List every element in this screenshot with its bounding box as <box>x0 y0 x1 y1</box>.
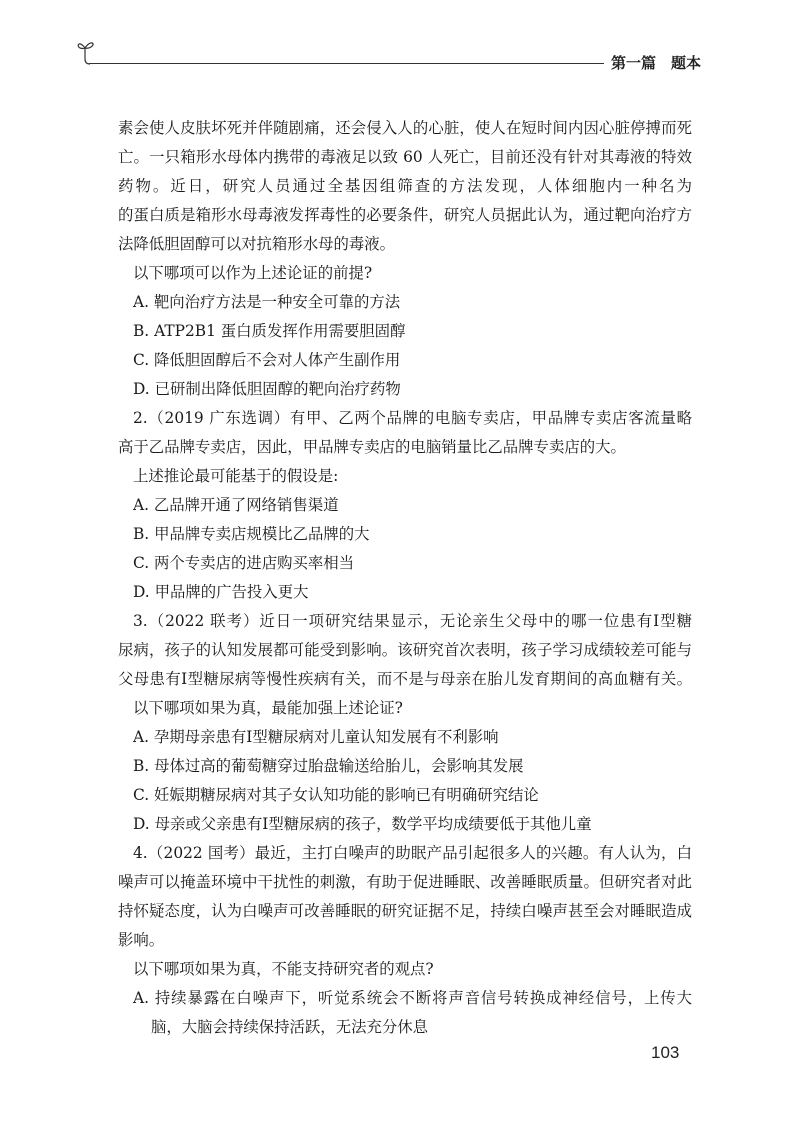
question-prompt: 以下哪项如果为真，最能加强上述论证? <box>133 699 403 717</box>
header-rule <box>89 63 604 64</box>
question-stem: 父母患有Ⅰ型糖尿病等慢性疾病有关，而不是与母亲在胎儿发育期间的高血糖有关。 <box>118 670 692 688</box>
option: C. 两个专卖店的进店购买率相当 <box>133 554 355 572</box>
passage-intro <box>118 114 692 259</box>
question-stem: 尿病，孩子的认知发展都可能受到影响。该研究首次表明，孩子学习成绩较差可能与 <box>118 641 692 659</box>
question-stem: 2.（2019 广东选调）有甲、乙两个品牌的电脑专卖店，甲品牌专卖店客流量略 <box>133 409 692 427</box>
option: A. 孕期母亲患有Ⅰ型糖尿病对儿童认知发展有不利影响 <box>133 728 499 746</box>
question-stem: 高于乙品牌专卖店，因此，甲品牌专卖店的电脑销量比乙品牌专卖店的大。 <box>118 438 626 456</box>
option: B. 母体过高的葡萄糖穿过胎盘输送给胎儿，会影响其发展 <box>133 757 524 775</box>
question-3 <box>118 607 692 839</box>
option: A. 持续暴露在白噪声下，听觉系统会不断将声音信号转换成神经信号，上传大 <box>133 989 692 1007</box>
running-header <box>75 36 702 72</box>
option: B. ATP2B1 蛋白质发挥作用需要胆固醇 <box>133 322 406 340</box>
question-stem: 3.（2022 联考）近日一项研究结果显示，无论亲生父母中的哪一位患有Ⅰ型糖 <box>133 612 692 630</box>
option: D. 已研制出降低胆固醇的靶向治疗药物 <box>133 380 401 398</box>
option: C. 妊娠期糖尿病对其子女认知功能的影响已有明确研究结论 <box>133 786 539 804</box>
option: D. 母亲或父亲患有Ⅰ型糖尿病的孩子，数学平均成绩要低于其他儿童 <box>133 815 592 833</box>
question-4 <box>118 839 692 1042</box>
chapter-title: 第一篇 题本 <box>611 54 702 72</box>
text-line: 素会使人皮肤坏死并伴随剧痛，还会侵入人的心脏，使人在短时间内因心脏停搏而死 <box>118 119 692 137</box>
text-line: 法降低胆固醇可以对抗箱形水母的毒液。 <box>118 235 396 253</box>
option: A. 乙品牌开通了网络销售渠道 <box>133 496 339 514</box>
text-line: 药物。近日，研究人员通过全基因组筛查的方法发现，人体细胞内一种名为 <box>118 177 692 195</box>
question-prompt: 以下哪项如果为真，不能支持研究者的观点? <box>133 960 434 978</box>
question-2 <box>118 404 692 607</box>
option: C. 降低胆固醇后不会对人体产生副作用 <box>133 351 401 369</box>
text-line: 亡。一只箱形水母体内携带的毒液足以致 60 人死亡，目前还没有针对其毒液的特效 <box>118 148 692 166</box>
option: B. 甲品牌专卖店规模比乙品牌的大 <box>133 525 370 543</box>
option-continuation: 脑，大脑会持续保持活跃，无法充分休息 <box>151 1018 429 1036</box>
question-stem: 持怀疑态度，认为白噪声可改善睡眠的研究证据不足，持续白噪声甚至会对睡眠造成 <box>118 902 692 920</box>
question-1 <box>118 259 692 404</box>
question-stem: 4.（2022 国考）最近，主打白噪声的助眠产品引起很多人的兴趣。有人认为，白 <box>133 844 692 862</box>
sprout-icon <box>75 36 111 66</box>
page-number: 103 <box>651 1043 680 1062</box>
option: A. 靶向治疗方法是一种安全可靠的方法 <box>133 293 401 311</box>
question-stem: 影响。 <box>118 931 165 949</box>
question-prompt: 上述推论最可能基于的假设是: <box>133 467 339 485</box>
option: D. 甲品牌的广告投入更大 <box>133 583 309 601</box>
question-stem: 噪声可以掩盖环境中干扰性的刺激，有助于促进睡眠、改善睡眠质量。但研究者对此 <box>118 873 692 891</box>
page-body <box>118 114 692 1042</box>
text-line: 的蛋白质是箱形水母毒液发挥毒性的必要条件，研究人员据此认为，通过靶向治疗方 <box>118 206 692 224</box>
question-prompt: 以下哪项可以作为上述论证的前提? <box>133 264 373 282</box>
